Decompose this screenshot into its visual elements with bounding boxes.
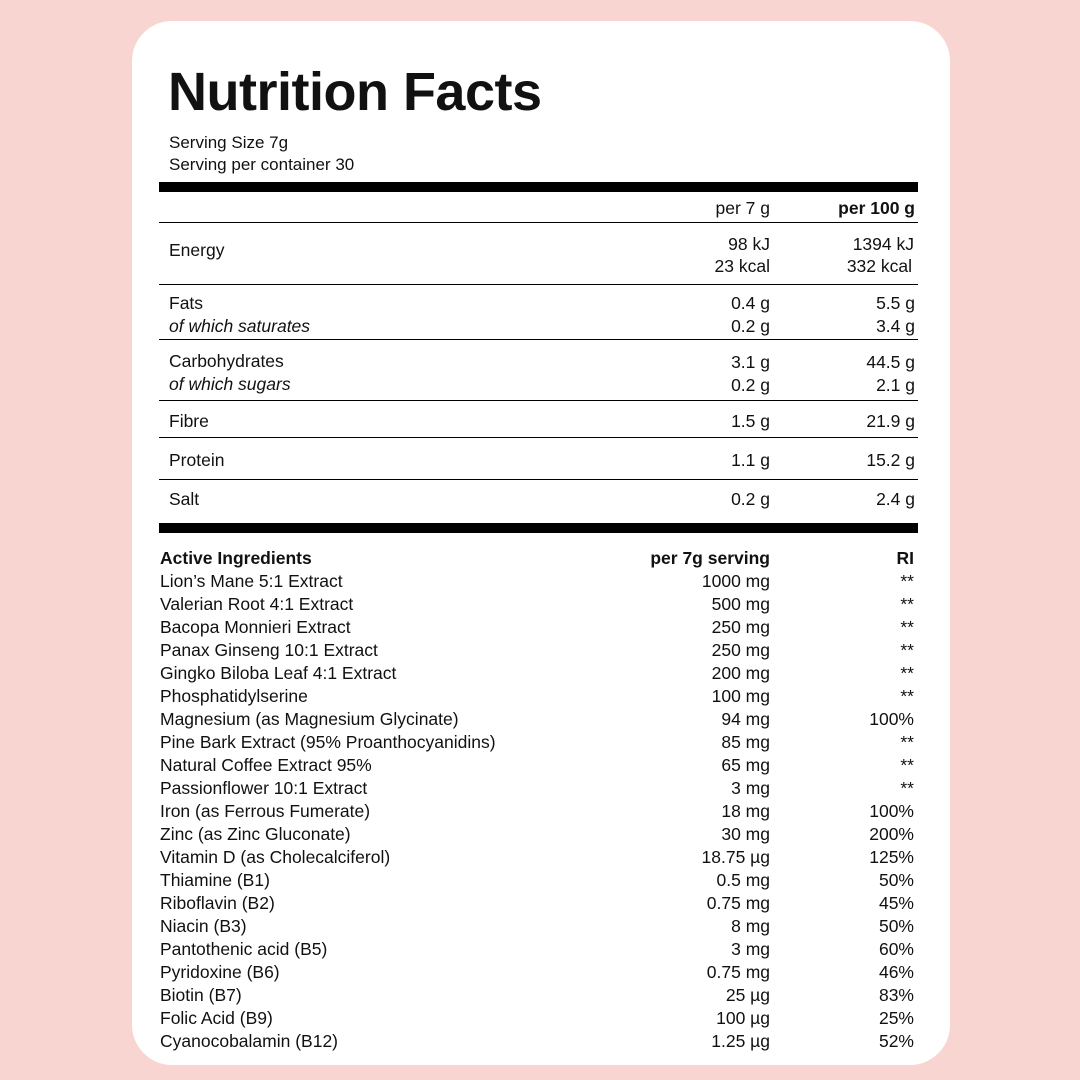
ingredient-ri: 60%: [878, 939, 914, 959]
ingredient-ri: 46%: [878, 962, 914, 982]
ingredient-name: Pyridoxine (B6): [160, 962, 280, 982]
ingredient-amount: 25 µg: [725, 985, 770, 1005]
ingredient-amount: 1.25 µg: [711, 1031, 770, 1051]
fibre-per-100g: 21.9 g: [866, 411, 915, 431]
fats-label: Fats: [169, 293, 204, 313]
saturates-per-7g: 0.2 g: [731, 316, 770, 336]
ingredient-amount: 85 mg: [721, 732, 770, 752]
ingredient-amount: 3 mg: [731, 939, 770, 959]
ingredient-ri: **: [900, 778, 914, 798]
ingredient-amount: 0.75 mg: [706, 893, 770, 913]
ingredient-ri: **: [900, 617, 914, 637]
divider: [159, 400, 918, 401]
ingredient-name: Bacopa Monnieri Extract: [160, 617, 351, 637]
ingredient-ri: 25%: [878, 1008, 914, 1028]
ingredient-amount: 500 mg: [711, 594, 770, 614]
ingredient-name: Pantothenic acid (B5): [160, 939, 328, 959]
ingredient-name: Lion’s Mane 5:1 Extract: [160, 571, 343, 591]
ingredient-name: Natural Coffee Extract 95%: [160, 755, 372, 775]
ingredient-ri: 200%: [869, 824, 914, 844]
ingredients-header-ri: RI: [896, 548, 914, 568]
ingredient-amount: 94 mg: [721, 709, 770, 729]
salt-per-100g: 2.4 g: [876, 489, 915, 509]
ingredient-ri: **: [900, 571, 914, 591]
ingredient-ri: 83%: [878, 985, 914, 1005]
ingredient-name: Iron (as Ferrous Fumerate): [160, 801, 371, 821]
energy-per-7g-kj: 98 kJ: [728, 234, 770, 254]
ingredient-amount: 8 mg: [731, 916, 770, 936]
column-header-per-100g: per 100 g: [838, 198, 915, 218]
ingredient-ri: 45%: [878, 893, 914, 913]
ingredients-header-name: Active Ingredients: [160, 548, 312, 568]
energy-per-100g-kj: 1394 kJ: [852, 234, 914, 254]
salt-label: Salt: [169, 489, 200, 509]
divider: [159, 339, 918, 340]
sugars-label: of which sugars: [169, 374, 291, 394]
column-header-per-7g: per 7 g: [715, 198, 770, 218]
ingredient-name: Magnesium (as Magnesium Glycinate): [160, 709, 459, 729]
ingredient-name: Vitamin D (as Cholecalciferol): [160, 847, 391, 867]
ingredient-ri: **: [900, 663, 914, 683]
ingredient-ri: 125%: [869, 847, 914, 867]
ingredient-ri: 50%: [878, 916, 914, 936]
carbohydrates-label: Carbohydrates: [169, 351, 284, 371]
ingredient-name: Phosphatidylserine: [160, 686, 308, 706]
ingredient-name: Panax Ginseng 10:1 Extract: [160, 640, 378, 660]
ingredient-ri: **: [900, 594, 914, 614]
saturates-label: of which saturates: [169, 316, 311, 336]
divider: [159, 479, 918, 480]
ingredient-name: Passionflower 10:1 Extract: [160, 778, 368, 798]
ingredient-ri: **: [900, 686, 914, 706]
energy-label: Energy: [169, 240, 225, 260]
servings-per-container: Serving per container 30: [169, 155, 355, 174]
ingredient-name: Valerian Root 4:1 Extract: [160, 594, 354, 614]
ingredient-amount: 1000 mg: [701, 571, 770, 591]
ingredient-amount: 250 mg: [711, 640, 770, 660]
fibre-label: Fibre: [169, 411, 209, 431]
ingredient-amount: 3 mg: [731, 778, 770, 798]
divider: [159, 437, 918, 438]
protein-per-7g: 1.1 g: [731, 450, 770, 470]
ingredient-amount: 250 mg: [711, 617, 770, 637]
ingredient-amount: 200 mg: [711, 663, 770, 683]
ingredients-header-amount: per 7g serving: [650, 548, 770, 568]
ingredient-ri: **: [900, 755, 914, 775]
ingredient-name: Pine Bark Extract (95% Proanthocyanidins): [160, 732, 496, 752]
ingredient-ri: 50%: [878, 870, 914, 890]
ingredient-amount: 18.75 µg: [701, 847, 770, 867]
saturates-per-100g: 3.4 g: [876, 316, 915, 336]
protein-label: Protein: [169, 450, 225, 470]
protein-per-100g: 15.2 g: [866, 450, 915, 470]
salt-per-7g: 0.2 g: [731, 489, 770, 509]
ingredient-name: Riboflavin (B2): [160, 893, 275, 913]
ingredient-ri: 100%: [869, 709, 914, 729]
ingredient-ri: 100%: [869, 801, 914, 821]
ingredient-name: Cyanocobalamin (B12): [160, 1031, 339, 1051]
ingredient-ri: **: [900, 640, 914, 660]
ingredient-amount: 65 mg: [721, 755, 770, 775]
fats-per-100g: 5.5 g: [876, 293, 915, 313]
fibre-per-7g: 1.5 g: [731, 411, 770, 431]
sugars-per-100g: 2.1 g: [876, 375, 915, 395]
divider: [159, 284, 918, 285]
carbohydrates-per-100g: 44.5 g: [866, 352, 915, 372]
fats-per-7g: 0.4 g: [731, 293, 770, 313]
ingredient-name: Folic Acid (B9): [160, 1008, 273, 1028]
ingredient-name: Niacin (B3): [160, 916, 247, 936]
energy-per-100g-kcal: 332 kcal: [846, 256, 912, 276]
sugars-per-7g: 0.2 g: [731, 375, 770, 395]
ingredient-name: Thiamine (B1): [160, 870, 270, 890]
top-thick-divider: [159, 182, 918, 192]
serving-size: Serving Size 7g: [169, 133, 289, 152]
ingredient-name: Zinc (as Zinc Gluconate): [160, 824, 351, 844]
ingredient-amount: 100 µg: [716, 1008, 770, 1028]
divider: [159, 222, 918, 223]
ingredient-name: Biotin (B7): [160, 985, 242, 1005]
ingredient-amount: 0.5 mg: [716, 870, 770, 890]
ingredient-amount: 100 mg: [711, 686, 770, 706]
ingredient-ri: **: [900, 732, 914, 752]
energy-per-7g-kcal: 23 kcal: [714, 256, 770, 276]
page-title: Nutrition Facts: [168, 62, 542, 122]
ingredient-amount: 0.75 mg: [706, 962, 770, 982]
ingredient-name: Gingko Biloba Leaf 4:1 Extract: [160, 663, 397, 683]
ingredient-amount: 30 mg: [721, 824, 770, 844]
ingredient-amount: 18 mg: [721, 801, 770, 821]
ingredients-thick-divider: [159, 523, 918, 533]
carbohydrates-per-7g: 3.1 g: [731, 352, 770, 372]
ingredient-ri: 52%: [878, 1031, 914, 1051]
